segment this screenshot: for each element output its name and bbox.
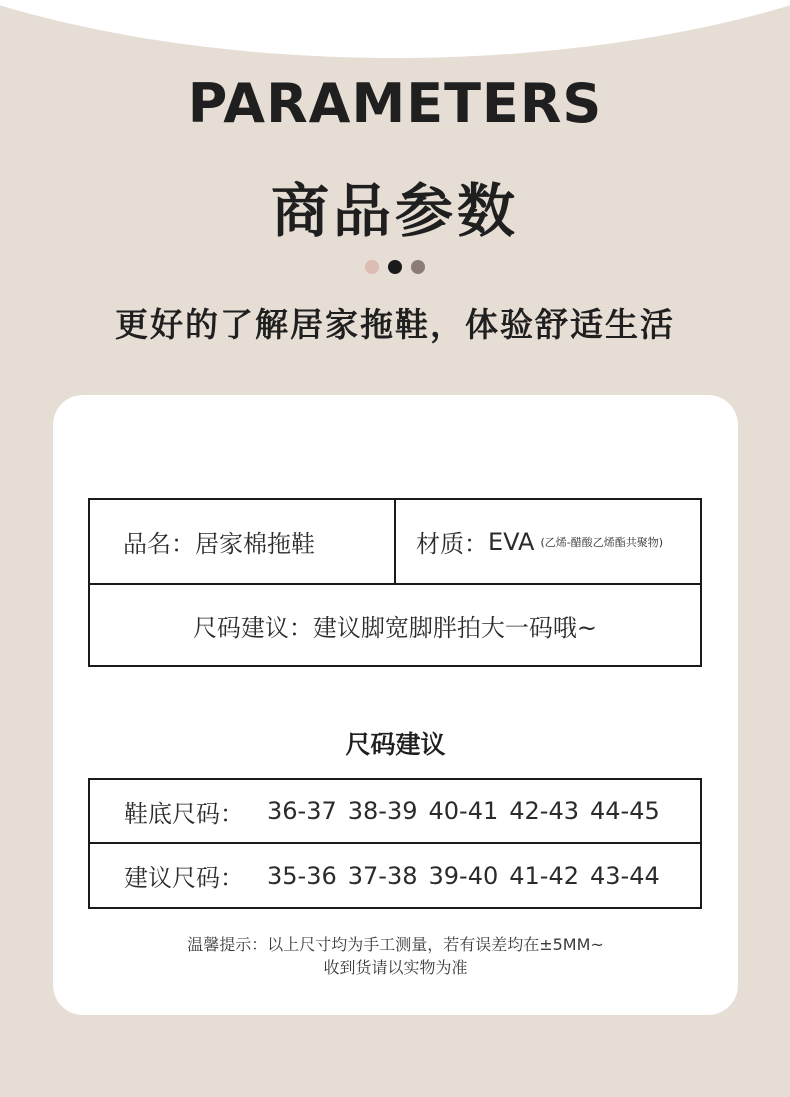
table-row — [90, 780, 700, 844]
material-label: 材质： — [416, 530, 488, 558]
footnote-line-2: 收到货请以实物为准 — [323, 958, 468, 977]
subtitle: 更好的了解居家拖鞋，体验舒适生活 — [115, 305, 675, 344]
material-cell — [396, 500, 700, 583]
size-value: 36-37 — [267, 797, 337, 825]
size-value: 41-42 — [509, 861, 579, 890]
size-value: 43-44 — [590, 861, 660, 890]
footnote-line-1: 温馨提示：以上尺寸均为手工测量，若有误差均在±5MM~ — [187, 935, 604, 954]
dot-black — [388, 260, 402, 274]
title-chinese: 商品参数 — [270, 177, 519, 245]
dot-gray — [411, 260, 425, 274]
size-value: 40-41 — [428, 797, 499, 825]
size-value: 44-45 — [590, 797, 660, 825]
size-table — [88, 778, 702, 909]
dot-pink — [365, 260, 379, 274]
size-value: 37-38 — [347, 861, 418, 890]
info-row — [90, 500, 700, 585]
size-table-heading: 尺码建议 — [345, 730, 446, 759]
size-value: 38-39 — [347, 797, 418, 825]
size-value: 35-36 — [267, 861, 337, 890]
material-value: EVA — [488, 527, 535, 556]
product-name-value: 居家棉拖鞋 — [195, 530, 315, 558]
title-english: PARAMETERS — [187, 72, 603, 135]
decorative-dots — [0, 260, 790, 274]
size-advice-cell: 尺码建议：建议脚宽脚胖拍大一码哦~ — [192, 613, 598, 642]
size-value: 42-43 — [509, 797, 579, 825]
product-name-label: 品名： — [123, 530, 195, 558]
footnote — [53, 933, 738, 979]
parameters-card — [53, 395, 738, 1015]
size-value: 39-40 — [428, 861, 499, 890]
header-arc-background — [0, 0, 790, 58]
size-row-label: 建议尺码： — [124, 864, 244, 892]
material-note: (乙烯-醋酸乙烯酯共聚物) — [540, 535, 664, 549]
product-info-table — [88, 498, 702, 667]
size-row-label: 鞋底尺码： — [124, 799, 244, 828]
table-row — [90, 844, 700, 907]
product-name-cell — [90, 500, 396, 583]
